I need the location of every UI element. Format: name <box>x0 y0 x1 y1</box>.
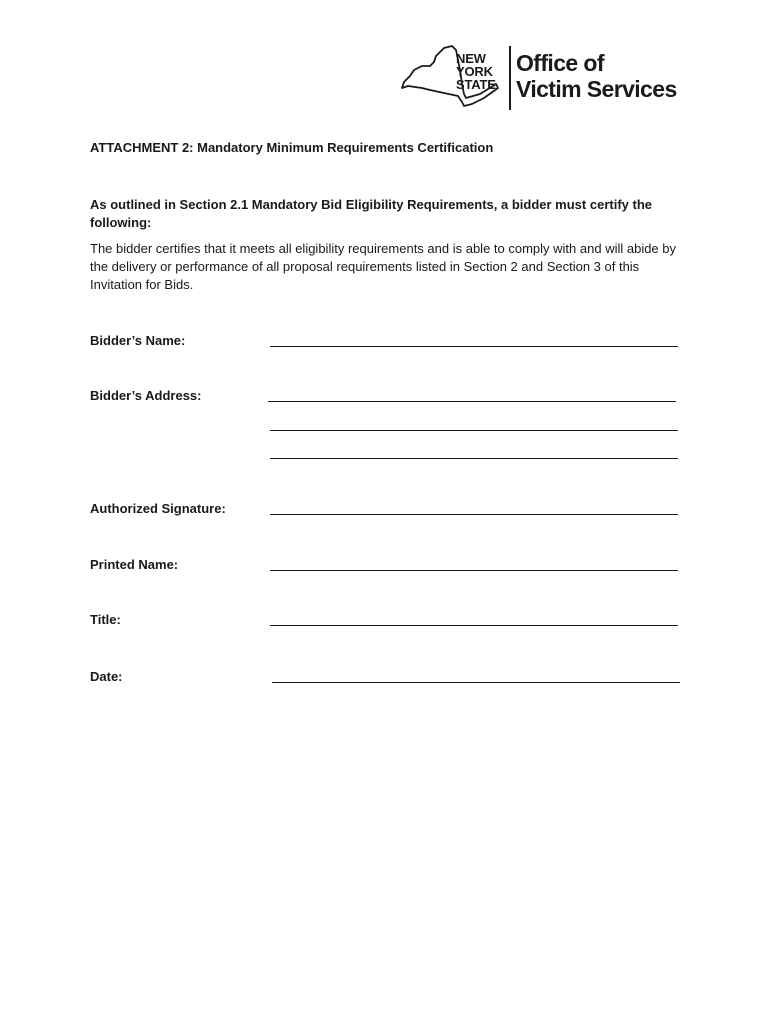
bidder-address-line-1[interactable] <box>268 401 676 402</box>
bidder-name-label: Bidder’s Name: <box>90 333 186 348</box>
logo-divider <box>509 46 511 110</box>
state-word-new: NEW <box>456 51 486 66</box>
state-word-state: STATE <box>456 77 496 92</box>
printed-name-line[interactable] <box>270 570 678 571</box>
office-line-1: Office of <box>516 50 604 76</box>
office-wordmark <box>516 50 677 102</box>
document-heading: ATTACHMENT 2: Mandatory Minimum Requirements Certification <box>90 140 494 155</box>
state-word-york: YORK <box>456 64 493 79</box>
nys-ovs-logo <box>400 44 690 112</box>
intro-statement: As outlined in Section 2.1 Mandatory Bid Eligibility Requirements, a bidder must certify the following: <box>90 197 652 230</box>
new-york-state-wordmark <box>456 52 496 91</box>
title-label: Title: <box>90 612 121 627</box>
printed-name-label: Printed Name: <box>90 557 179 572</box>
date-label: Date: <box>90 669 123 684</box>
bidder-name-line[interactable] <box>270 346 678 347</box>
authorized-signature-label: Authorized Signature: <box>90 501 226 516</box>
certification-text: The bidder certifies that it meets all eligibility requirements and is able to comply with and will abide by the delivery or performance of all proposal requirements listed in Section 2 and Section 3 of this Invitation for Bids. <box>90 241 677 292</box>
bidder-address-line-3[interactable] <box>270 458 678 459</box>
authorized-signature-line[interactable] <box>270 514 678 515</box>
date-line[interactable] <box>272 682 680 683</box>
title-line[interactable] <box>270 625 678 626</box>
office-line-2: Victim Services <box>516 76 677 102</box>
bidder-address-label: Bidder’s Address: <box>90 388 202 403</box>
bidder-address-line-2[interactable] <box>270 430 678 431</box>
